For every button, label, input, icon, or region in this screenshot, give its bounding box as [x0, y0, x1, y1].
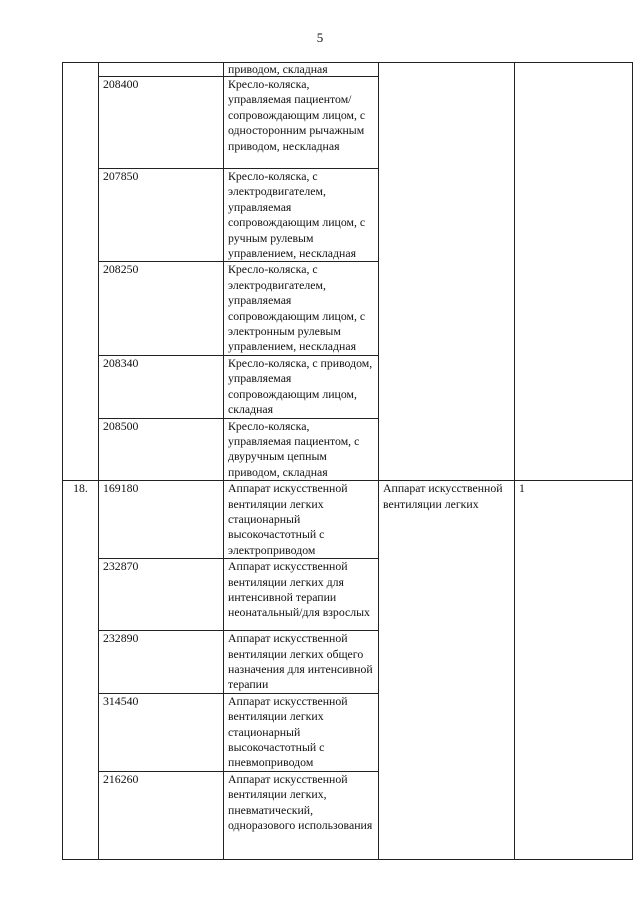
name-cell: Аппарат искусственной вентиляции легких стационарный высокочастотный с электроприводом: [224, 481, 379, 559]
code-cell: 207850: [99, 169, 224, 262]
table-row: [63, 481, 633, 559]
type-name-cell: [379, 63, 515, 481]
quantity-cell: 1: [515, 481, 633, 860]
page-number: 5: [316, 30, 324, 45]
item-number-cell: 18.: [63, 481, 99, 860]
code-cell: 208340: [99, 355, 224, 418]
equipment-table: [62, 62, 633, 860]
name-cell: Аппарат искусственной вентиляции легких для интенсивной терапии неонатальный/для взрослых: [224, 559, 379, 631]
name-cell: Кресло-коляска, управляемая пациентом, с двуручным цепным приводом, складная: [224, 418, 379, 481]
name-cell: Кресло-коляска, с приводом, управляемая сопровождающим лицом, складная: [224, 355, 379, 418]
code-cell: 169180: [99, 481, 224, 559]
name-cell: приводом, складная: [224, 63, 379, 77]
table-row: [63, 63, 633, 77]
code-cell: [99, 63, 224, 77]
code-cell: 232870: [99, 559, 224, 631]
code-cell: 208400: [99, 77, 224, 169]
item-number-cell: [63, 63, 99, 481]
name-cell: Аппарат искусственной вентиляции легких стационарный высокочастотный с пневмоприводом: [224, 693, 379, 771]
quantity-cell: [515, 63, 633, 481]
name-cell: Аппарат искусственной вентиляции легких, пневматический, одноразового использования: [224, 771, 379, 859]
code-cell: 216260: [99, 771, 224, 859]
name-cell: Аппарат искусственной вентиляции легких общего назначения для интенсивной терапии: [224, 631, 379, 694]
code-cell: 208500: [99, 418, 224, 481]
name-cell: Кресло-коляска, с электродвигателем, управляемая сопровождающим лицом, с электронным рулевым управлением, нескладная: [224, 262, 379, 355]
code-cell: 208250: [99, 262, 224, 355]
code-cell: 232890: [99, 631, 224, 694]
type-name-cell: Аппарат искусственной вентиляции легких: [379, 481, 515, 860]
name-cell: Кресло-коляска, управляемая пациентом/ сопровождающим лицом, с односторонним рычажным приводом, нескладная: [224, 77, 379, 169]
code-cell: 314540: [99, 693, 224, 771]
name-cell: Кресло-коляска, с электродвигателем, управляемая сопровождающим лицом, с ручным рулевым управлением, нескладная: [224, 169, 379, 262]
